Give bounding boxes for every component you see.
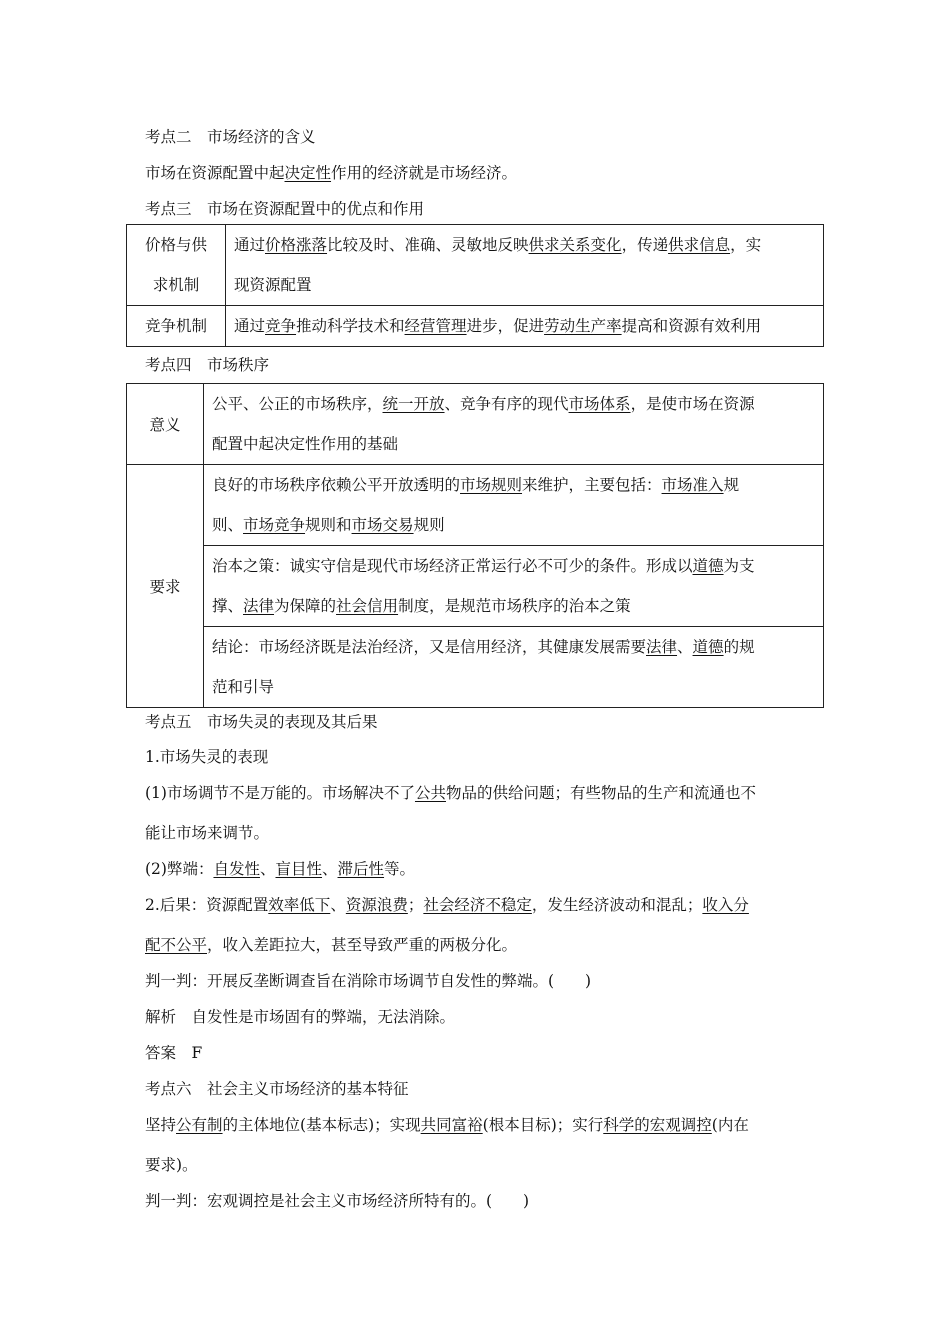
sec6-paragraph-cont: 要求)。 (145, 1156, 198, 1174)
row1-content: 通过价格涨落比较及时、准确、灵敏地反映供求关系变化，传递供求信息，实 现资源配置 (226, 225, 824, 306)
table-row (127, 384, 824, 465)
sec2-title: 考点二 市场经济的含义 (145, 128, 316, 146)
sec4-title: 考点四 市场秩序 (145, 356, 270, 374)
sec3-table (126, 224, 824, 347)
sec5-judge: 判一判：开展反垄断调查旨在消除市场调节自发性的弊端。( ) (145, 972, 592, 990)
table-row (127, 465, 824, 546)
row1-label: 价格与供 求机制 (127, 225, 226, 306)
row2-label: 竞争机制 (127, 306, 226, 347)
yiyi-content: 公平、公正的市场秩序，统一开放、竞争有序的现代市场体系，是使市场在资源 配置中起决定性作用的基础 (204, 384, 824, 465)
table-row (127, 546, 824, 627)
sec5-paragraph-3: 2.后果：资源配置效率低下、资源浪费；社会经济不稳定，发生经济波动和混乱；收入分 (145, 896, 749, 914)
yaoqiu-label: 要求 (127, 465, 204, 708)
sec6-title: 考点六 社会主义市场经济的基本特征 (145, 1080, 409, 1098)
row2-content: 通过竞争推动科学技术和经营管理进步，促进劳动生产率提高和资源有效利用 (226, 306, 824, 347)
sec5-answer: 答案 F (145, 1044, 203, 1062)
yiyi-label: 意义 (127, 384, 204, 465)
yaoqiu-jielun: 结论：市场经济既是法治经济，又是信用经济，其健康发展需要法律、道德的规 范和引导 (204, 627, 824, 708)
sec3-title: 考点三 市场在资源配置中的优点和作用 (145, 200, 425, 218)
sec5-analysis: 解析 自发性是市场固有的弊端，无法消除。 (145, 1008, 456, 1026)
sec2-paragraph: 市场在资源配置中起决定性作用的经济就是市场经济。 (145, 164, 518, 182)
sec5-title: 考点五 市场失灵的表现及其后果 (145, 713, 378, 731)
sec5-paragraph-1-cont: 能让市场来调节。 (145, 824, 270, 842)
sec5-paragraph-1: (1)市场调节不是万能的。市场解决不了公共物品的供给问题；有些物品的生产和流通也不 (145, 784, 756, 802)
sec6-paragraph: 坚持公有制的主体地位(基本标志)；实现共同富裕(根本目标)；实行科学的宏观调控(内在 (145, 1116, 749, 1134)
sec5-heading-1: 1.市场失灵的表现 (145, 748, 269, 766)
yaoqiu-zhiben: 治本之策：诚实守信是现代市场经济正常运行必不可少的条件。形成以道德为支 撑、法律为保障的社会信用制度，是规范市场秩序的治本之策 (204, 546, 824, 627)
yaoqiu-rule: 良好的市场秩序依赖公平开放透明的市场规则来维护，主要包括：市场准入规 则、市场竞争规则和市场交易规则 (204, 465, 824, 546)
table-row (127, 225, 824, 306)
sec6-judge: 判一判：宏观调控是社会主义市场经济所特有的。( ) (145, 1192, 530, 1210)
table-row (127, 306, 824, 347)
sec4-table (126, 383, 824, 708)
sec5-paragraph-3-cont: 配不公平，收入差距拉大，甚至导致严重的两极分化。 (145, 936, 518, 954)
table-row (127, 627, 824, 708)
sec5-paragraph-2: (2)弊端：自发性、盲目性、滞后性等。 (145, 860, 416, 878)
